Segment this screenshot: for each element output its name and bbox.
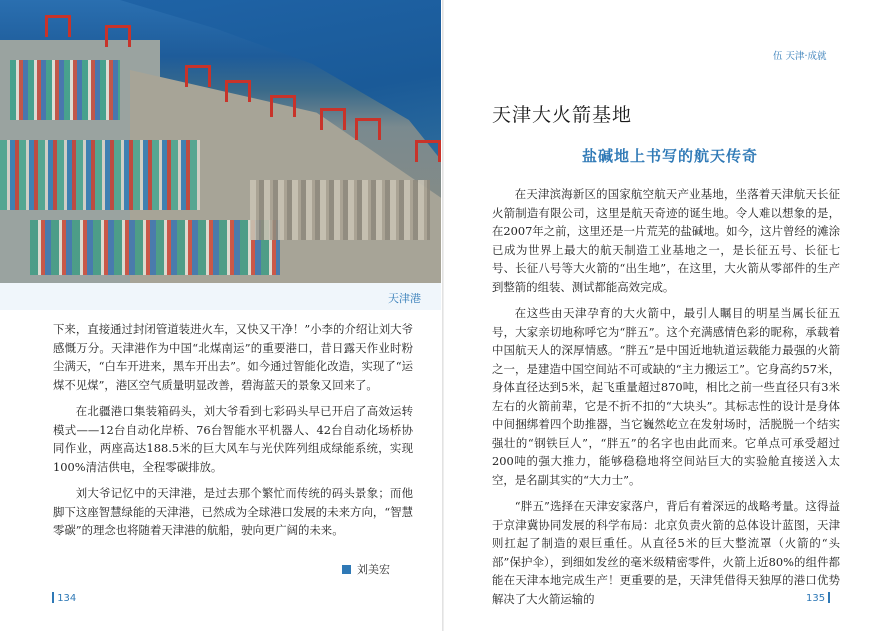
folio-bar-icon (52, 592, 54, 603)
running-head: 伍 天津·成就 (773, 51, 827, 62)
book-gutter (442, 0, 444, 631)
right-page-number: 135 (806, 592, 830, 604)
square-bullet-icon (342, 565, 351, 574)
author-name: 刘美宏 (357, 563, 390, 576)
paragraph: 下来，直接通过封闭管道装进火车，又快又干净！”小李的介绍让刘大爷感慨万分。天津港作为中国“北煤南运”的重要港口，昔日露天作业时粉尘满天，“白车开进来，黑车开出去”。如今通过智能化改造，实现了“运煤不见煤”，港区空气质量明显改善，碧海蓝天的景象又回来了。 (53, 322, 413, 392)
folio-bar-icon (828, 592, 830, 603)
photo-caption: 天津港 (388, 292, 421, 305)
right-body-text (492, 185, 840, 616)
author-credit (342, 561, 390, 577)
paragraph: “胖五”选择在天津安家落户，背后有着深远的战略考量。这得益于京津冀协同发展的科学布局：北京负责火箭的总体设计蓝图，天津则扛起了制造的艰巨重任。从直径5米的巨大整流罩（火箭的“头部”保护伞），到细如发丝的毫米级精密零件，火箭上近80%的组件都能在天津本地完成生产！更重要的是，天津凭借得天独厚的港口优势解决了大火箭运输的 (492, 499, 840, 606)
paragraph: 在北疆港口集装箱码头，刘大爷看到七彩码头早已开启了高效运转模式——12台自动化岸桥、76台智能水平机器人、42台自动化场桥协同作业，两座高达188.5米的巨大风车与光伏阵列组成绿能系统，实现100%清洁供电，全程零碳排放。 (53, 404, 413, 474)
paragraph: 在这些由天津孕育的大火箭中，最引人瞩目的明星当属长征五号，大家亲切地称呼它为“胖五”。这个充满感情色彩的昵称，承载着中国航天人的深厚情感。“胖五”是中国近地轨道运载能力最强的火箭之一，是建造中国空间站不可或缺的“主力搬运工”。它身高约57米，身体直径达到5米，起飞重量超过870吨，相比之前一些直径只有3米左右的火箭前辈，它是不折不扣的“大块头”。其标志性的设计是身体中间捆绑着四个助推器，当它巍然屹立在发射场时，活脱脱一个结实强壮的“钢铁巨人”，“胖五”的名字也由此而来。它单点可承受超过200吨的强大推力，能够稳稳地将空间站巨大的实验舱直接送入太空，是名副其实的“大力士”。 (492, 306, 840, 487)
section-title: 天津大火箭基地 (492, 104, 633, 126)
paragraph: 在天津滨海新区的国家航空航天产业基地，坐落着天津航天长征火箭制造有限公司，这里是航天奇迹的诞生地。令人难以想象的是，在2007年之前，这里还是一片荒芜的盐碱地。如今，这片曾经的滩涂已成为世界上最大的航天制造工业基地之一，是长征五号、长征七号、长征八号等大火箭的“出生地”，在这里，大火箭从零部件的生产到整箭的组装、测试都能高效完成。 (492, 187, 840, 294)
paragraph: 刘大爷记忆中的天津港，是过去那个繁忙而传统的码头景象；而他脚下这座智慧绿能的天津港，已然成为全球港口发展的未来方向，“智慧零碳”的理念也将随着天津港的航船，驶向更广阔的未来。 (53, 486, 413, 537)
left-body-text (53, 320, 413, 548)
tianjin-port-photo (0, 0, 441, 283)
left-page-number: 134 (52, 592, 76, 604)
section-subtitle: 盐碱地上书写的航天传奇 (582, 147, 759, 165)
photo-caption-bar (0, 283, 441, 310)
